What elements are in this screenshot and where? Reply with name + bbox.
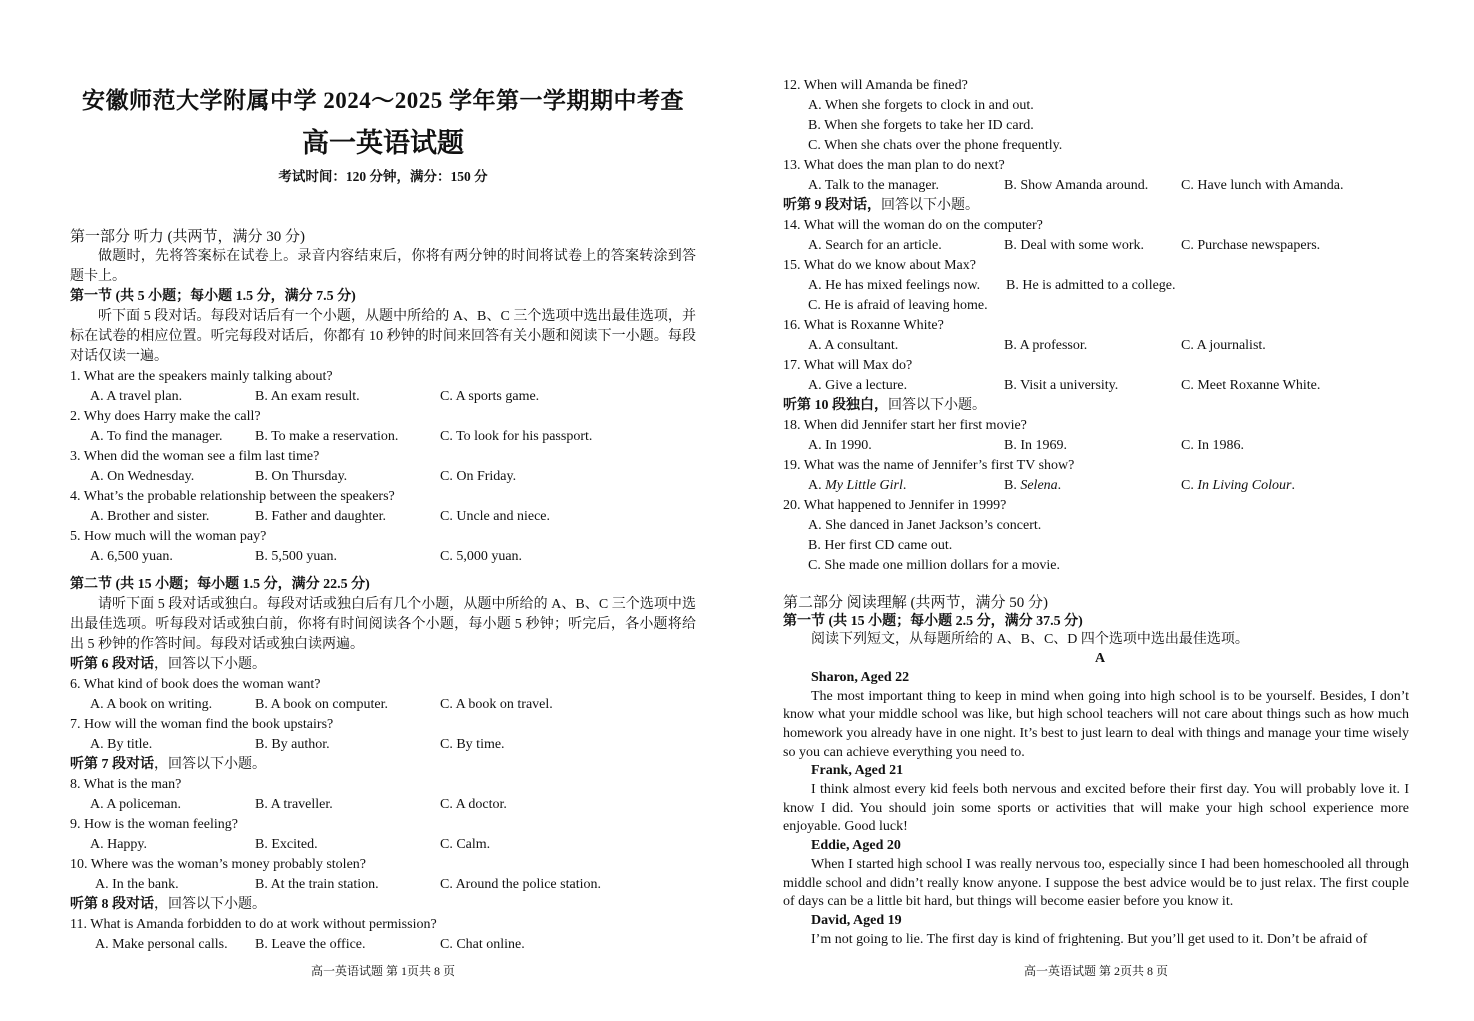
option-c: C. When she chats over the phone frequently.	[808, 138, 1063, 153]
speaker-name: Eddie	[811, 838, 847, 854]
option-b: B. By author.	[255, 737, 330, 752]
option-c: C. On Friday.	[440, 469, 517, 484]
passage-letter: A	[1094, 651, 1106, 667]
options-1	[70, 387, 696, 407]
options-14	[783, 236, 1409, 256]
option-dot: .	[1291, 478, 1295, 493]
option-b: B. In 1969.	[1004, 438, 1067, 453]
question-8: 8. What is the man?	[70, 777, 182, 792]
options-6	[70, 695, 696, 715]
question-9: 9. How is the woman feeling?	[70, 817, 238, 832]
part1-intro: 做题时，先将答案标在试卷上。录音内容结束后，你将有两分钟的时间将试卷上的答案转涂到答题卡上。	[70, 249, 696, 284]
speaker-age: , Aged 22	[854, 669, 910, 685]
options-13	[783, 176, 1409, 196]
option-c: C. A book on travel.	[440, 697, 553, 712]
option-c: C. Meet Roxanne White.	[1181, 378, 1321, 393]
option-a: A. Make personal calls.	[95, 937, 228, 952]
question-1: 1. What are the speakers mainly talking about?	[70, 369, 333, 384]
options-5	[70, 547, 696, 567]
speaker-name: Frank	[811, 763, 849, 779]
option-a: A. She danced in Janet Jackson’s concert.	[808, 518, 1042, 533]
option-c: C. In 1986.	[1181, 438, 1244, 453]
exam-title: 安徽师范大学附属中学 2024～2025 学年第一学期期中考查	[82, 88, 684, 113]
option-a: A. 6,500 yuan.	[90, 549, 173, 564]
speaker-frank	[783, 762, 1409, 781]
option-b: B. Excited.	[255, 837, 318, 852]
option-c: C. A journalist.	[1181, 338, 1266, 353]
page-footer: 高一英语试题 第 1页共 8 页	[310, 964, 455, 978]
dialogue-label-bold: 听第 7 段对话	[70, 757, 154, 772]
dialogue-label-rest: ，回答以下小题。	[154, 897, 266, 912]
question-6: 6. What kind of book does the woman want?	[70, 677, 321, 692]
option-a: A. He has mixed feelings now.	[808, 278, 981, 293]
option-b	[1004, 476, 1181, 496]
option-a: A. A book on writing.	[90, 697, 213, 712]
question-18: 18. When did Jennifer start her first movie?	[783, 418, 1027, 433]
dialogue-7-label	[70, 755, 696, 775]
option-b: B. On Thursday.	[255, 469, 348, 484]
option-b: B. A traveller.	[255, 797, 333, 812]
option-title: My Little Girl	[825, 478, 903, 493]
question-14: 14. What will the woman do on the computer?	[783, 218, 1043, 233]
option-a: A. Brother and sister.	[90, 509, 210, 524]
options-16	[783, 336, 1409, 356]
option-a: A. Give a lecture.	[808, 378, 908, 393]
option-title: In Living Colour	[1197, 478, 1292, 493]
option-b: B. A professor.	[1004, 338, 1088, 353]
options-19	[783, 476, 1409, 496]
dialogue-label-bold: 听第 9 段对话，	[783, 198, 881, 213]
part2-heading: 第二部分 阅读理解 (共两节，满分 50 分)	[783, 595, 1048, 611]
option-b: B. 5,500 yuan.	[255, 549, 338, 564]
option-c: C. Have lunch with Amanda.	[1181, 178, 1344, 193]
option-b: B. A book on computer.	[255, 697, 388, 712]
option-c: C. By time.	[440, 737, 505, 752]
option-a: A. Talk to the manager.	[808, 178, 939, 193]
option-a: A. In the bank.	[95, 877, 179, 892]
options-17	[783, 376, 1409, 396]
option-c: C. Calm.	[440, 837, 491, 852]
speaker-age: , Aged 21	[848, 763, 904, 779]
option-title: Selena	[1020, 478, 1058, 493]
section2-intro: 请听下面 5 段对话或独白。每段对话或独白后有几个小题，从题中所给的 A、B、C 三个选项中选出最佳选项。听每段对话或独白前，你将有时间阅读各个小题，每小题 5 秒钟；听完后，各小题将给出 5 秒钟的作答时间。每段对话或独白读两遍。	[70, 597, 696, 652]
options-8	[70, 795, 696, 815]
question-16: 16. What is Roxanne White?	[783, 318, 944, 333]
section1-intro: 听下面 5 段对话。每段对话后有一个小题，从题中所给的 A、B、C 三个选项中选出最佳选项，并标在试卷的相应位置。听完每段对话后，你都有 10 秒钟的时间来回答有关小题和阅读下一小题。每段对话仅读一遍。	[70, 309, 696, 364]
question-12: 12. When will Amanda be fined?	[783, 78, 968, 93]
option-c	[1181, 476, 1295, 496]
option-prefix: C.	[1181, 478, 1198, 493]
option-a: A. Search for an article.	[808, 238, 942, 253]
speaker-age: , Aged 19	[846, 912, 902, 928]
reading-section1-heading: 第一节 (共 15 小题；每小题 2.5 分，满分 37.5 分)	[783, 613, 1083, 629]
speaker-eddie	[783, 837, 1409, 856]
options-15	[783, 276, 1409, 296]
question-11: 11. What is Amanda forbidden to do at work without permission?	[70, 917, 437, 932]
reading-section1-intro: 阅读下列短文，从每题所给的 A、B、C、D 四个选项中选出最佳选项。	[811, 632, 1249, 648]
option-b: B. To make a reservation.	[255, 429, 399, 444]
option-c: C. A sports game.	[440, 389, 540, 404]
dialogue-6-label	[70, 655, 696, 675]
left-page	[70, 0, 696, 1021]
option-c: C. Chat online.	[440, 937, 525, 952]
frank-text: I think almost every kid feels both nervous and excited before their first day. You will probably love it. I know I did. You should join some sports or activities that will make your high school experience more enjoyable. Good luck!	[783, 782, 1409, 835]
dialogue-label-bold: 听第 10 段独白，	[783, 398, 888, 413]
option-b: B. Her first CD came out.	[808, 538, 953, 553]
options-9	[70, 835, 696, 855]
question-5: 5. How much will the woman pay?	[70, 529, 267, 544]
question-17: 17. What will Max do?	[783, 358, 913, 373]
question-2: 2. Why does Harry make the call?	[70, 409, 261, 424]
option-dot: .	[902, 478, 907, 493]
options-3	[70, 467, 696, 487]
option-b: B. Deal with some work.	[1004, 238, 1144, 253]
option-c: C. Uncle and niece.	[440, 509, 551, 524]
option-a: A. A policeman.	[90, 797, 181, 812]
sharon-text: The most important thing to keep in mind when going into high school is to be yourself. Besides, I don’t know what your middle school was like, but high school teachers will not care about things such as how much homework you already have in one night. It’s best to just learn to deal with things and manage your time wisely so you can achieve everything you need to.	[783, 688, 1409, 760]
option-b: B. Leave the office.	[255, 937, 366, 952]
dialogue-9-label	[783, 196, 1409, 216]
monologue-10-label	[783, 396, 1409, 416]
option-c: C. Purchase newspapers.	[1181, 238, 1321, 253]
dialogue-8-label	[70, 895, 696, 915]
option-b: B. Visit a university.	[1004, 378, 1119, 393]
options-4	[70, 507, 696, 527]
speaker-name: David	[811, 912, 847, 928]
option-a: A. A consultant.	[808, 338, 899, 353]
option-c: C. She made one million dollars for a movie.	[808, 558, 1060, 573]
option-b: B. At the train station.	[255, 877, 379, 892]
option-a	[808, 476, 1004, 496]
question-13: 13. What does the man plan to do next?	[783, 158, 1005, 173]
option-dot: .	[1057, 478, 1062, 493]
question-4: 4. What’s the probable relationship between the speakers?	[70, 489, 395, 504]
question-10: 10. Where was the woman’s money probably stolen?	[70, 857, 367, 872]
question-7: 7. How will the woman find the book upstairs?	[70, 717, 334, 732]
dialogue-label-rest: ，回答以下小题。	[154, 657, 266, 672]
option-b: B. Father and daughter.	[255, 509, 387, 524]
option-b: B. When she forgets to take her ID card.	[808, 118, 1034, 133]
option-c: C. He is afraid of leaving home.	[808, 298, 988, 313]
option-c: C. 5,000 yuan.	[440, 549, 523, 564]
exam-subtitle: 高一英语试题	[302, 128, 464, 158]
option-a: A. A travel plan.	[90, 389, 183, 404]
right-page	[783, 0, 1409, 1021]
section2-heading: 第二节 (共 15 小题；每小题 1.5 分，满分 22.5 分)	[70, 577, 370, 592]
david-text: I’m not going to lie. The first day is kind of frightening. But you’ll get used to it. Don’t be afraid of	[811, 931, 1368, 947]
option-a: A. When she forgets to clock in and out.	[808, 98, 1034, 113]
dialogue-label-rest: ，回答以下小题。	[154, 757, 266, 772]
option-b: B. He is admitted to a college.	[1006, 278, 1176, 293]
part1-heading: 第一部分 听力 (共两节，满分 30 分)	[70, 229, 305, 245]
option-a: A. On Wednesday.	[90, 469, 195, 484]
option-a: A. By title.	[90, 737, 153, 752]
option-a: A. Happy.	[90, 837, 148, 852]
option-b: B. An exam result.	[255, 389, 360, 404]
option-a: A. In 1990.	[808, 438, 872, 453]
options-11	[70, 935, 696, 955]
option-b: B. Show Amanda around.	[1004, 178, 1149, 193]
option-prefix: A.	[808, 478, 826, 493]
exam-info: 考试时间：120 分钟，满分：150 分	[278, 169, 488, 184]
dialogue-label-rest: 回答以下小题。	[881, 198, 979, 213]
speaker-david	[783, 912, 1409, 931]
option-prefix: B.	[1004, 478, 1021, 493]
options-7	[70, 735, 696, 755]
options-2	[70, 427, 696, 447]
question-19: 19. What was the name of Jennifer’s first TV show?	[783, 458, 1075, 473]
dialogue-label-bold: 听第 8 段对话	[70, 897, 154, 912]
question-20: 20. What happened to Jennifer in 1999?	[783, 498, 1007, 513]
listening-continued	[783, 76, 1409, 576]
option-c: C. A doctor.	[440, 797, 507, 812]
section1-heading: 第一节 (共 5 小题；每小题 1.5 分，满分 7.5 分)	[70, 289, 356, 304]
question-3: 3. When did the woman see a film last time?	[70, 449, 320, 464]
option-c: C. Around the police station.	[440, 877, 601, 892]
speaker-name: Sharon	[811, 669, 855, 685]
listening-part	[70, 227, 696, 955]
reading-part	[783, 594, 1409, 949]
question-15: 15. What do we know about Max?	[783, 258, 976, 273]
dialogue-label-rest: 回答以下小题。	[888, 398, 986, 413]
option-a: A. To find the manager.	[90, 429, 223, 444]
speaker-sharon	[783, 669, 1409, 688]
options-18	[783, 436, 1409, 456]
options-10	[70, 875, 696, 895]
option-c: C. To look for his passport.	[440, 429, 593, 444]
eddie-text: When I started high school I was really nervous too, especially since I had been homeschooled all through middle school and didn’t really know anyone. I suppose the best advice would be to just relax. The first couple of days can be a little bit hard, but things will become easier before you know it.	[783, 856, 1409, 910]
dialogue-label-bold: 听第 6 段对话	[70, 657, 154, 672]
page-footer: 高一英语试题 第 2页共 8 页	[1023, 964, 1168, 978]
speaker-age: , Aged 20	[846, 838, 901, 854]
